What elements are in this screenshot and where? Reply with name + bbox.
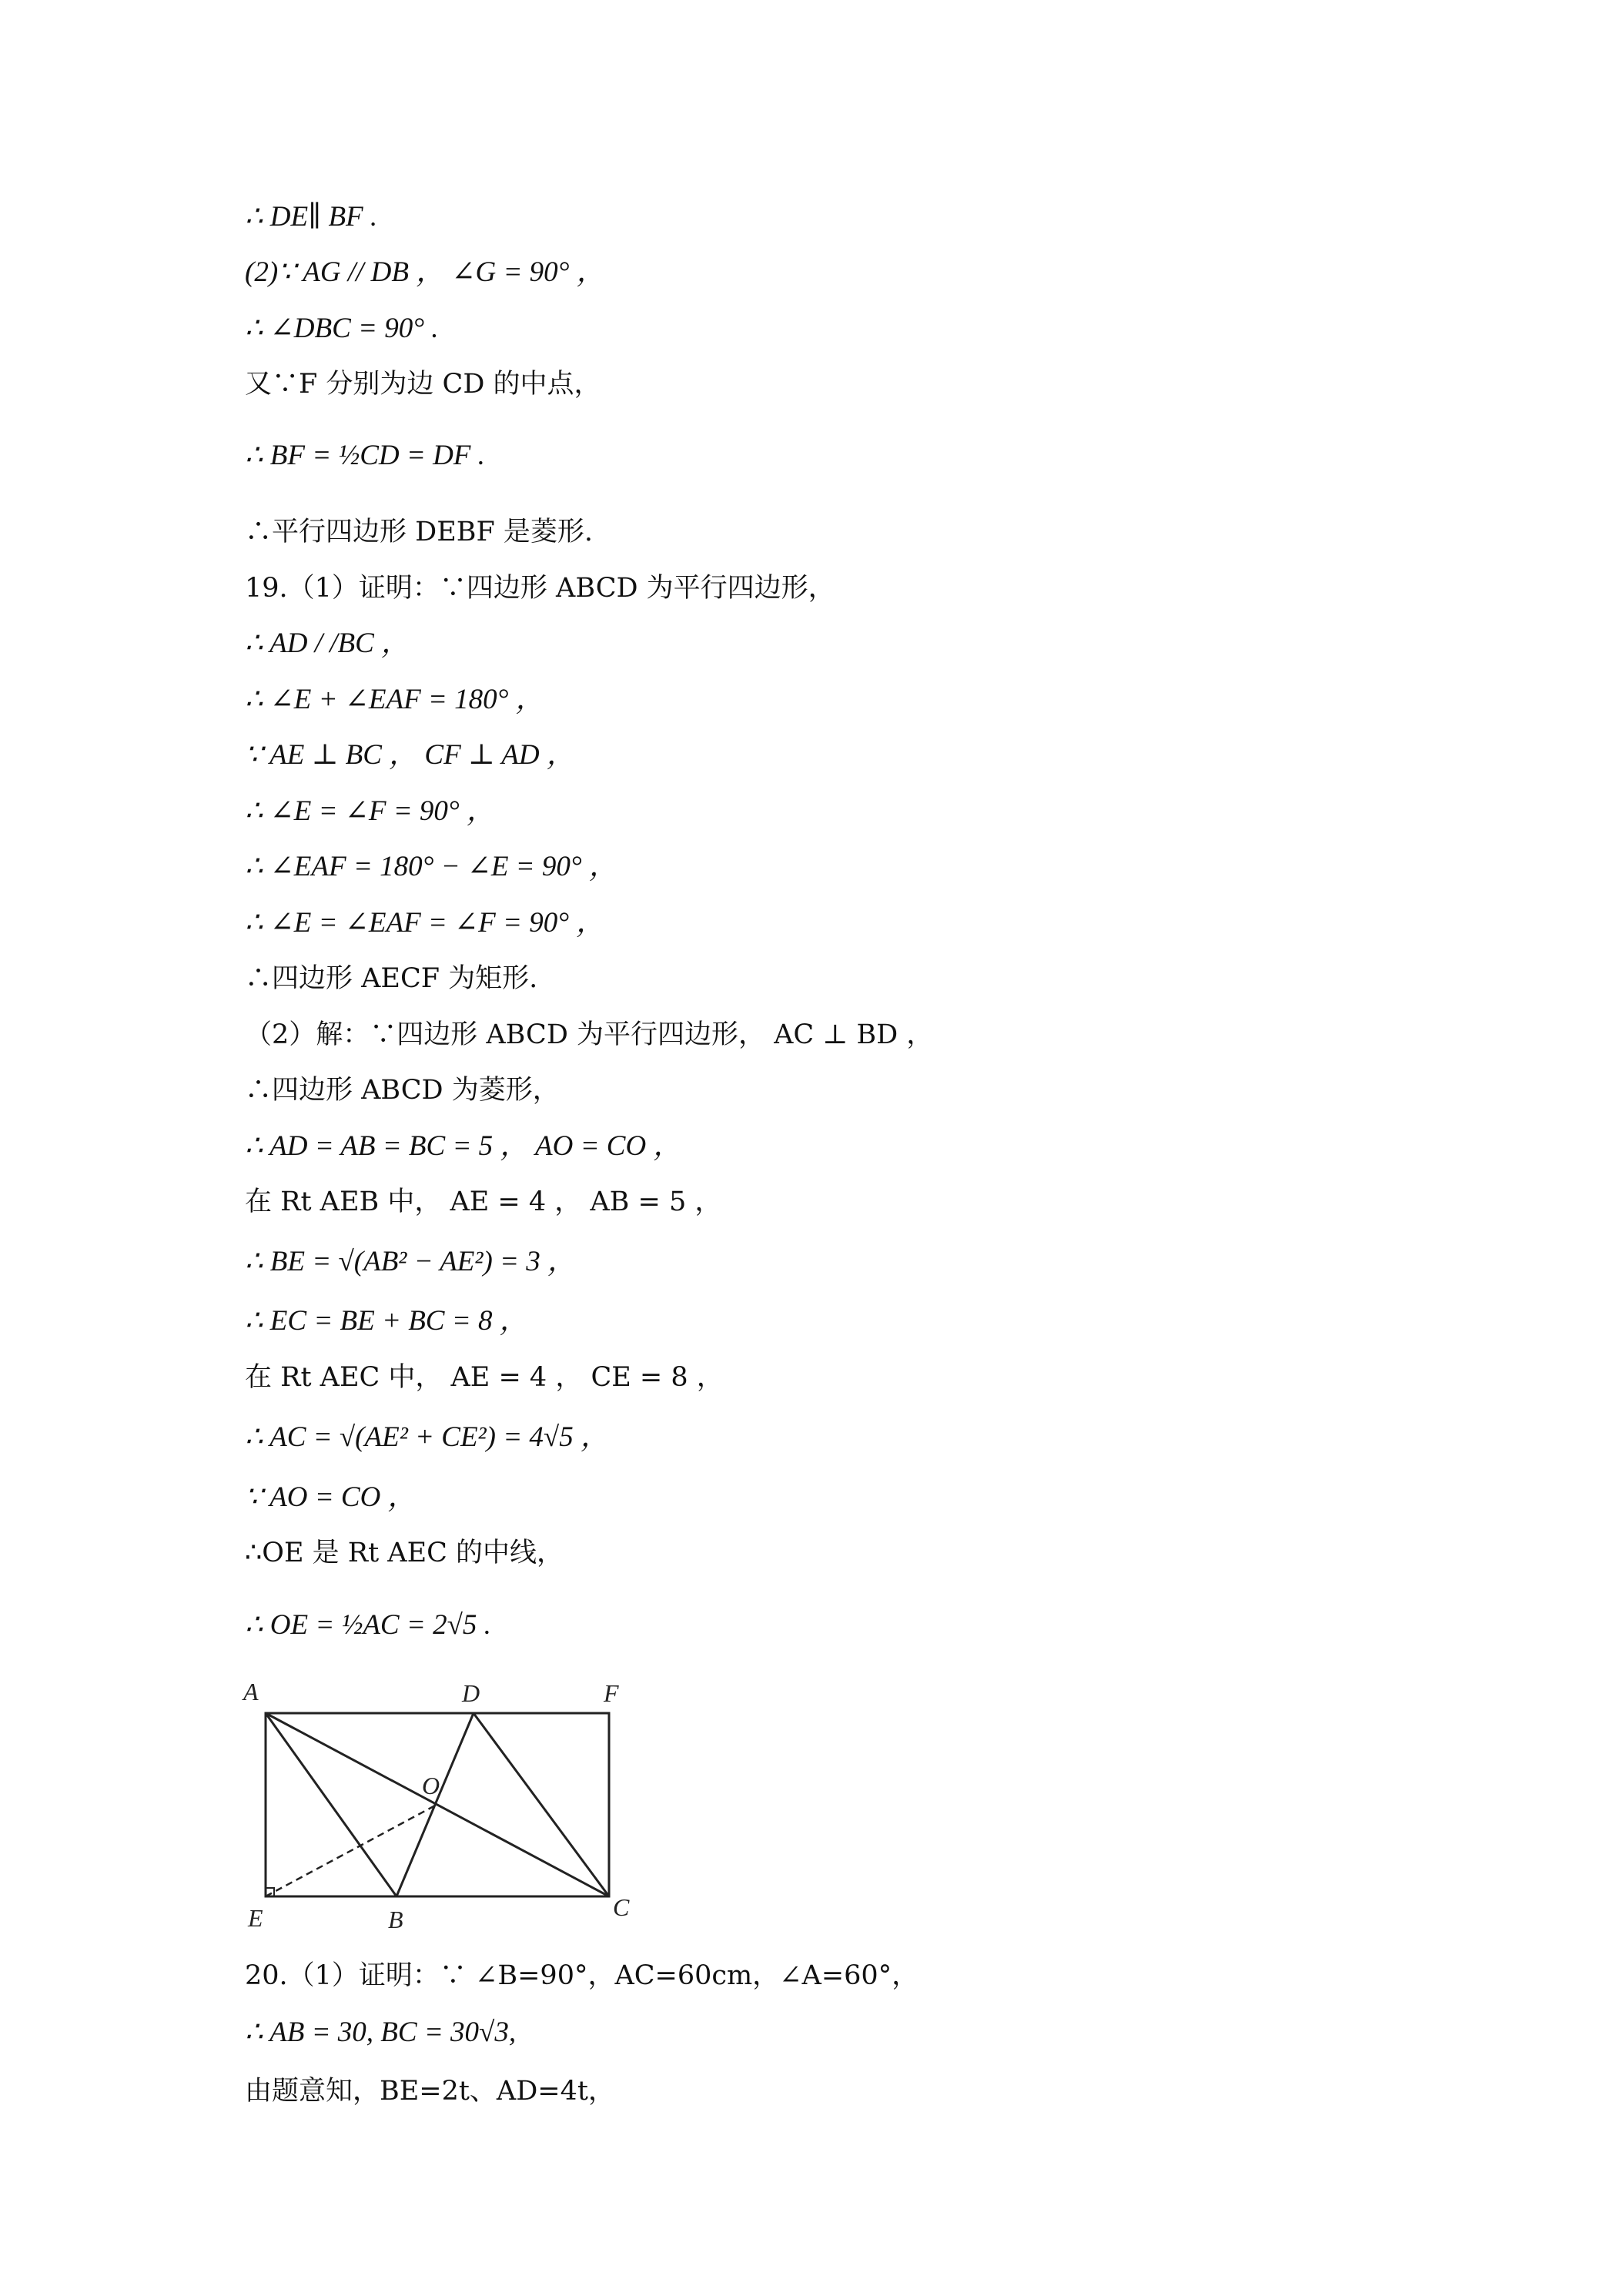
solution-line: ∴ ∠DBC = 90° . — [245, 313, 439, 344]
solution-line: ∴四边形 ABCD 为菱形， — [245, 1075, 560, 1106]
label-a: A — [243, 1678, 259, 1705]
solution-line: ∴平行四边形 DEBF 是菱形. — [245, 517, 593, 547]
solution-line: ∴ BE = √(AB² − AE²) = 3 ， — [245, 1246, 577, 1277]
label-d: D — [462, 1679, 480, 1707]
solution-line: ∴ AD / /BC ， — [245, 628, 410, 659]
label-e: E — [248, 1904, 263, 1932]
geometry-figure — [239, 1678, 654, 1933]
solution-line: ∵ AE ⊥ BC ， CF ⊥ AD ， — [245, 739, 575, 771]
segment-bd — [397, 1713, 474, 1896]
solution-line: （2）解：∵四边形 ABCD 为平行四边形， AC ⊥ BD ， — [245, 1019, 934, 1050]
solution-line: 又∵F 分别为边 CD 的中点， — [245, 369, 601, 400]
solution-line: ∴ OE = ½AC = 2√5 . — [245, 1609, 491, 1641]
solution-line: ∴ AD = AB = BC = 5 ， AO = CO ， — [245, 1130, 682, 1162]
solution-line: ∴ ∠EAF = 180° − ∠E = 90° ， — [245, 851, 617, 882]
label-b: B — [388, 1906, 403, 1933]
solution-line: ∵ AO = CO ， — [245, 1481, 417, 1513]
solution-line: 由题意知，BE=2t、AD=4t， — [245, 2076, 615, 2107]
segment-eo-dashed — [266, 1805, 437, 1896]
solution-line: ∴ EC = BE + BC = 8 ， — [245, 1305, 528, 1337]
solution-line: ∴OE 是 Rt AEC 的中线， — [245, 1538, 564, 1568]
solution-line: 20.（1）证明：∵ ∠B=90°，AC=60cm，∠A=60°， — [245, 1960, 919, 1991]
solution-line: ∴ ∠E = ∠EAF = ∠F = 90° ， — [245, 907, 605, 939]
solution-line: ∴ DE∥ BF . — [245, 201, 378, 233]
solution-line: ∴ BF = ½CD = DF . — [245, 440, 485, 471]
solution-line: 在 Rt AEB 中， AE = 4 ， AB = 5 ， — [245, 1186, 722, 1217]
solution-line: 19.（1）证明：∵四边形 ABCD 为平行四边形， — [245, 573, 835, 604]
label-o: O — [422, 1772, 440, 1799]
solution-line: ∴四边形 AECF 为矩形. — [245, 963, 538, 994]
solution-line: ∴ ∠E + ∠EAF = 180° ， — [245, 684, 544, 715]
solution-line: 在 Rt AEC 中， AE = 4 ， CE = 8 ， — [245, 1362, 724, 1393]
label-c: C — [613, 1893, 630, 1921]
solution-line: ∴ AC = √(AE² + CE²) = 4√5 ， — [245, 1421, 609, 1453]
label-f: F — [604, 1679, 619, 1707]
segment-dc — [474, 1713, 609, 1896]
solution-line: ∴ ∠E = ∠F = 90° ， — [245, 795, 495, 827]
solution-line: (2)∵ AG // DB ， ∠G = 90° ， — [245, 256, 605, 288]
segment-ab — [266, 1713, 397, 1896]
solution-line: ∴ AB = 30, BC = 30√3, — [245, 2017, 517, 2048]
